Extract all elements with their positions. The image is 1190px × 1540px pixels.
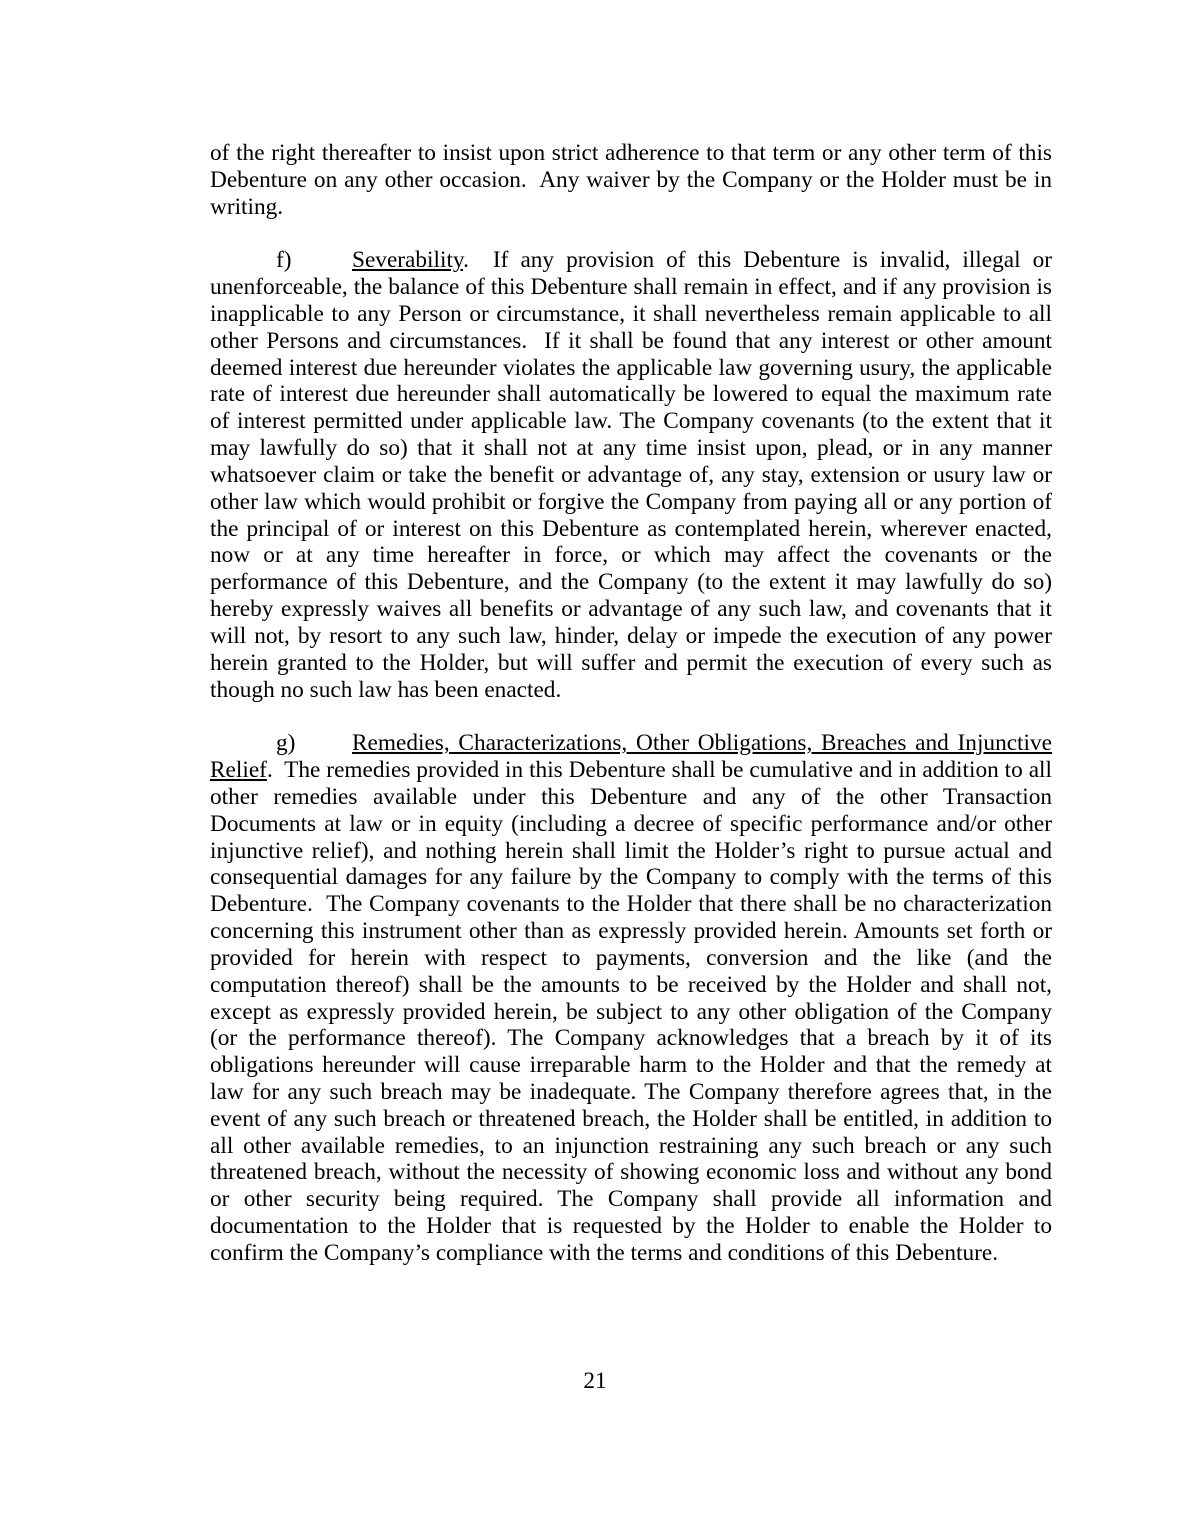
clause-f-label: f) [276, 247, 292, 274]
clause-f-heading: Severability [352, 247, 464, 274]
document-body [210, 140, 1052, 1267]
page-number: 21 [583, 1368, 607, 1394]
paragraph-continuation-text: of the right thereafter to insist upon strict adherence to that term or any other term of this Debenture on any other occasion. Any waiver by the Company or the Holder must be in writing. [210, 140, 1052, 220]
clause-f-body: . If any provision of this Debenture is invalid, illegal or unenforceable, the balance of this Debenture shall remain in effect, and if any provision is inapplicable to any Person or circumstance, it shall nevertheless remain applicable to all other Persons and circumstances. If it shall be found that any interest or other amount deemed interest due hereunder violates the applicable law governing usury, the applicable rate of interest due hereunder shall automatically be lowered to equal the maximum rate of interest permitted under applicable law. The Company covenants (to the extent that it may lawfully do so) that it shall not at any time insist upon, plead, or in any manner whatsoever claim or take the benefit or advantage of, any stay, extension or usury law or other law which would prohibit or forgive the Company from paying all or any portion of the principal of or interest on this Debenture as contemplated herein, wherever enacted, now or at any time hereafter in force, or which may affect the covenants or the performance of this Debenture, and the Company (to the extent it may lawfully do so) hereby expressly waives all benefits or advantage of any such law, and covenants that it will not, by resort to any such law, hinder, delay or impede the execution of any power herein granted to the Holder, but will suffer and permit the execution of every such as though no such law has been enacted. [210, 247, 1052, 703]
paragraph-continuation [210, 140, 1052, 220]
clause-f-paragraph [210, 247, 1052, 703]
clause-g-heading: Remedies, Characterizations, Other Obligations, Breaches and Injunctive Relief [210, 730, 1052, 784]
clause-g-paragraph [210, 730, 1052, 1267]
clause-g-label: g) [276, 730, 296, 757]
clause-g-body: . The remedies provided in this Debenture shall be cumulative and in addition to all other remedies available under this Debenture and any of the other Transaction Documents at law or in equity (including a decree of specific performance and/or other injunctive relief), and nothing herein shall limit the Holder’s right to pursue actual and consequential damages for any failure by the Company to comply with the terms of this Debenture. The Company covenants to the Holder that there shall be no characterization concerning this instrument other than as expressly provided herein. Amounts set forth or provided for herein with respect to payments, conversion and the like (and the computation thereof) shall be the amounts to be received by the Holder and shall not, except as expressly provided herein, be subject to any other obligation of the Company (or the performance thereof). The Company acknowledges that a breach by it of its obligations hereunder will cause irreparable harm to the Holder and that the remedy at law for any such breach may be inadequate. The Company therefore agrees that, in the event of any such breach or threatened breach, the Holder shall be entitled, in addition to all other available remedies, to an injunction restraining any such breach or any such threatened breach, without the necessity of showing economic loss and without any bond or other security being required. The Company shall provide all information and documentation to the Holder that is requested by the Holder to enable the Holder to confirm the Company’s compliance with the terms and conditions of this Debenture. [210, 757, 1052, 1266]
